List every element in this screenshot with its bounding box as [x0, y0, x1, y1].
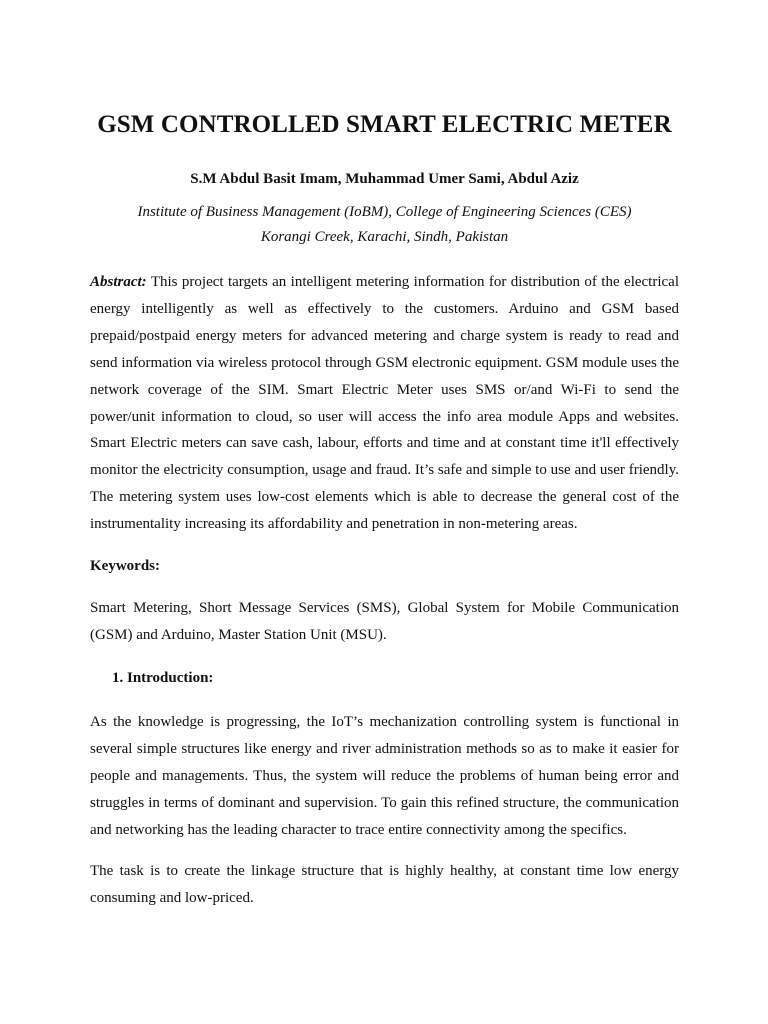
- author-list: S.M Abdul Basit Imam, Muhammad Umer Sami, Abdul Aziz: [190, 171, 579, 187]
- abstract-label: Abstract:: [90, 274, 147, 290]
- affiliation-line-1: Institute of Business Management (IoBM), College of Engineering Sciences (CES): [137, 204, 632, 220]
- keywords-text: Smart Metering, Short Message Services (SMS), Global System for Mobile Communication (GSM) and Arduino, Master Station Unit (MSU).: [90, 600, 679, 643]
- introduction-paragraph-2: The task is to create the linkage structure that is highly healthy, at constant time low energy consuming and low-priced.: [90, 863, 679, 907]
- abstract-text: This project targets an intelligent metering information for distribution of the electrical energy intelligently as well as effectively to the customers. Arduino and GSM based prepaid/postpaid energy meters for advanced metering and charge system is ready to read and send information via wireless protocol through GSM electronic equipment. GSM module uses the network coverage of the SIM. Smart Electric Meter uses SMS or/and Wi-Fi to send the power/unit information to cloud, so user will access the info area module Apps and websites. Smart Electric meters can save cash, labour, efforts and time and at constant time it'll effectively monitor the electricity consumption, usage and fraud. It’s safe and simple to use and user friendly. The metering system uses low-cost elements which is able to decrease the general cost of the instrumentality increasing its affordability and penetration in non-metering areas.: [90, 274, 679, 533]
- abstract-paragraph: [90, 250, 679, 538]
- introduction-paragraph-1: As the knowledge is progressing, the IoT’s mechanization controlling system is functional in several simple structures like energy and river administration methods so as to make it easier for people and managements. Thus, the system will reduce the problems of human being error and struggles in terms of dominant and supervision. To gain this refined structure, the communication and networking has the leading character to trace entire connectivity among the specifics.: [90, 713, 679, 838]
- keywords-heading: Keywords:: [90, 558, 160, 575]
- paper-title: GSM CONTROLLED SMART ELECTRIC METER: [97, 111, 672, 138]
- introduction-heading: 1. Introduction:: [112, 669, 214, 686]
- affiliation-line-2: Korangi Creek, Karachi, Sindh, Pakistan: [260, 229, 509, 245]
- affiliation: [90, 189, 679, 250]
